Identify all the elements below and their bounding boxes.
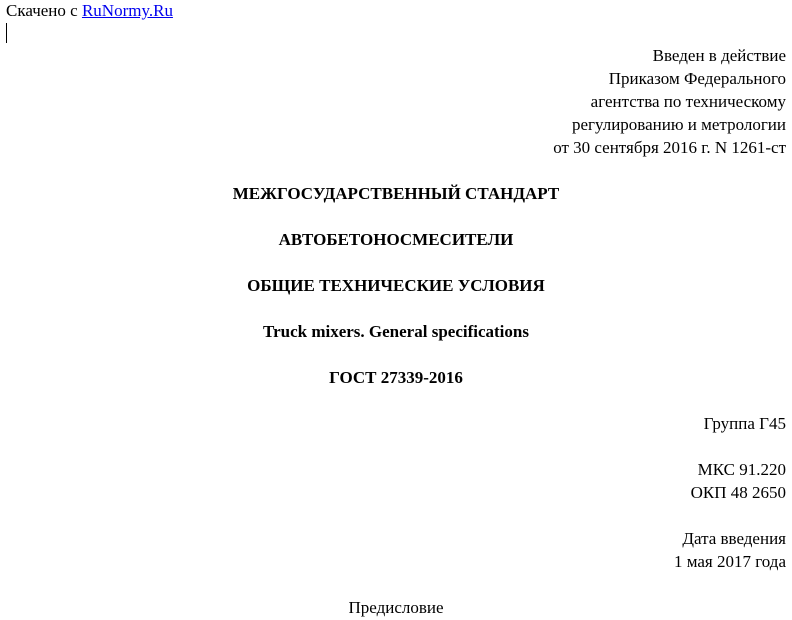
download-source-prefix: Скачено с: [6, 1, 78, 20]
intro-date-label: Дата введения: [682, 529, 786, 548]
mks-code: МКС 91.220: [697, 460, 786, 479]
decree-line-2: Приказом Федерального: [608, 69, 786, 88]
download-source-line: [6, 1, 173, 21]
decree-line-4: регулированию и метрологии: [571, 115, 786, 134]
group-label: Группа Г45: [703, 414, 786, 433]
standard-code-heading: ГОСТ 27339-2016: [329, 368, 463, 387]
runormy-link[interactable]: RuNormy.Ru: [81, 1, 173, 20]
standard-name-heading: АВТОБЕТОНОСМЕСИТЕЛИ: [278, 230, 514, 249]
okp-code: ОКП 48 2650: [690, 483, 786, 502]
text-cursor: [6, 23, 7, 43]
standard-subtitle-heading: ОБЩИЕ ТЕХНИЧЕСКИЕ УСЛОВИЯ: [247, 276, 545, 295]
english-title-heading: Truck mixers. General specifications: [263, 322, 529, 341]
intro-date-value: 1 мая 2017 года: [673, 552, 786, 571]
decree-line-1: Введен в действие: [652, 46, 786, 65]
decree-line-5: от 30 сентября 2016 г. N 1261-ст: [553, 138, 786, 157]
decree-line-3: агентства по техническому: [590, 92, 786, 111]
foreword-heading: Предисловие: [348, 598, 444, 617]
standard-type-heading: МЕЖГОСУДАРСТВЕННЫЙ СТАНДАРТ: [232, 184, 560, 203]
